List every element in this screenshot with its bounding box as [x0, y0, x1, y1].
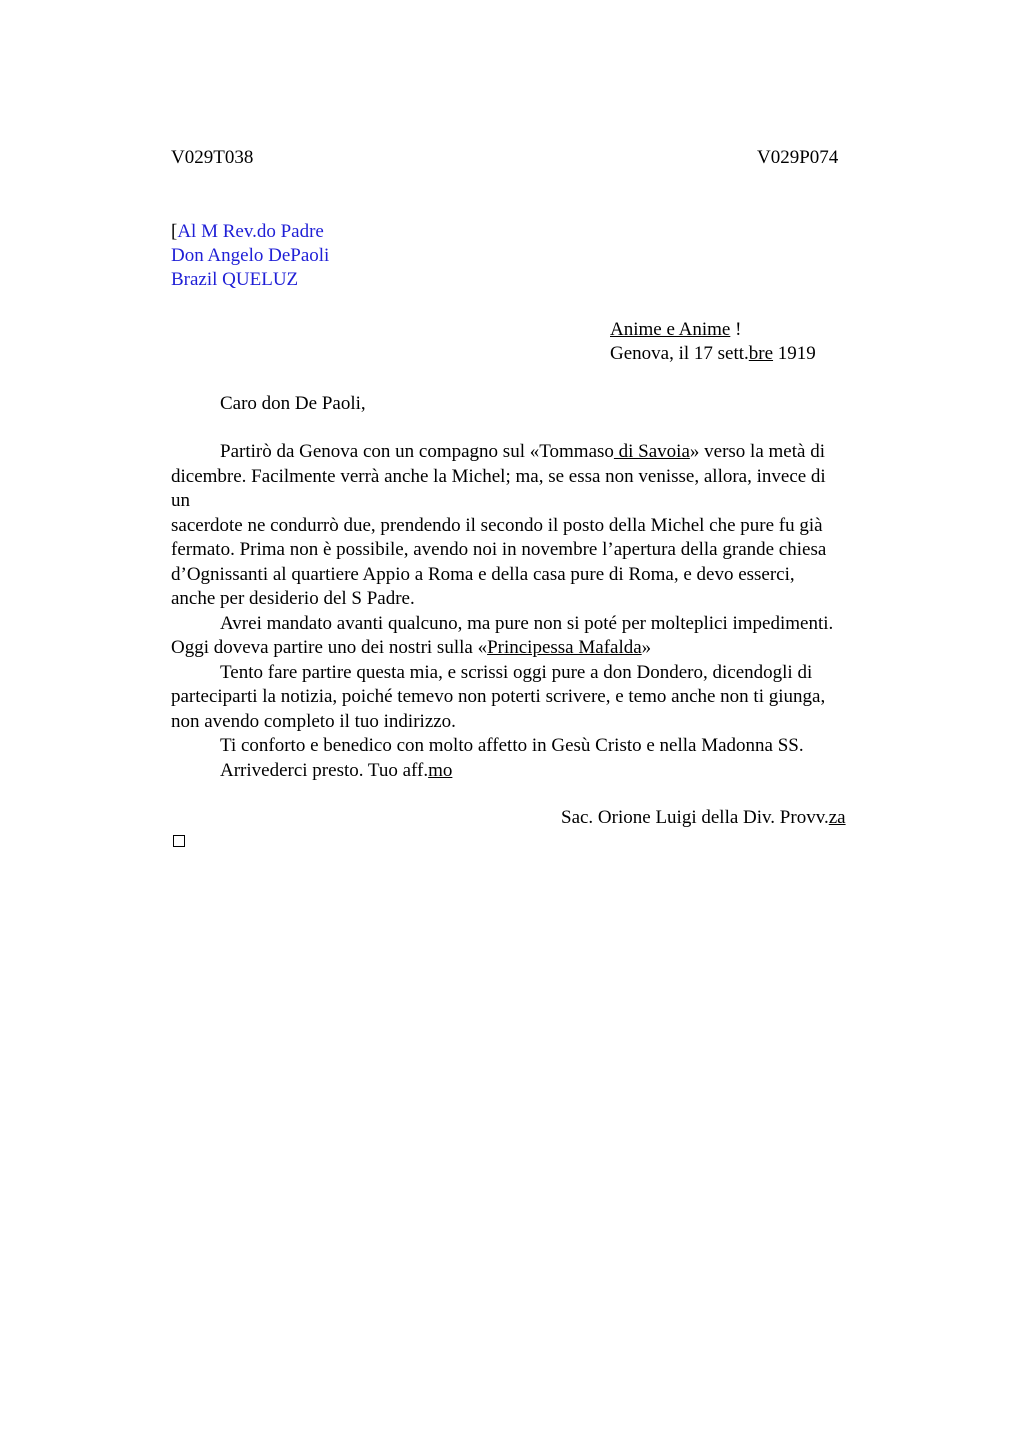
document-code-right: V029P074	[757, 147, 839, 168]
body-line: non avendo completo il tuo indirizzo.	[171, 710, 456, 732]
signature	[561, 806, 846, 830]
ship-name-mafalda: Principessa Mafalda	[487, 637, 642, 658]
body-line: anche per desiderio del S Padre.	[171, 588, 415, 609]
closing-text: Arrivederci presto. Tuo aff.	[220, 759, 429, 781]
signature-text: Sac. Orione Luigi della Div. Provv.	[561, 807, 829, 828]
date-month-abbrev: bre	[748, 343, 774, 364]
signature-abbrev: za	[828, 807, 846, 828]
motto-text: Anime e Anime	[610, 319, 731, 340]
closing-abbrev: mo	[428, 759, 453, 781]
date-prefix: Genova, il 17 sett.	[610, 343, 749, 364]
body-line: fermato. Prima non è possibile, avendo noi in novembre l’apertura della grande chiesa	[171, 539, 827, 560]
salutation: Caro don De Paoli,	[220, 393, 366, 414]
letter-body	[171, 440, 891, 783]
address-line-2: Don Angelo DePaoli	[171, 245, 330, 266]
body-line	[171, 636, 891, 661]
body-line: dicembre. Facilmente verrà anche la Michel; ma, se essa non venisse, allora, invece di	[171, 465, 826, 487]
body-line	[171, 440, 891, 465]
body-text: »	[641, 637, 652, 658]
address-bracket: [	[171, 221, 178, 242]
body-line: Tento fare partire questa mia, e scrissi oggi pure a don Dondero, dicendogli di	[220, 661, 813, 683]
date-line	[610, 342, 816, 366]
body-line: d’Ognissanti al quartiere Appio a Roma e della casa pure di Roma, e devo esserci,	[171, 563, 795, 585]
body-text: » verso la metà di	[689, 441, 825, 462]
body-line	[171, 759, 891, 784]
date-year: 1919	[773, 343, 816, 364]
address-block	[171, 220, 329, 292]
body-line: sacerdote ne condurrò due, prendendo il secondo il posto della Michel che pure fu già	[171, 514, 823, 536]
ship-name-savoia: di Savoia	[613, 441, 690, 462]
document-code-left: V029T038	[171, 147, 254, 168]
motto-line	[610, 318, 816, 342]
body-text: Oggi doveva partire uno dei nostri sulla «	[171, 637, 488, 658]
body-line: Avrei mandato avanti qualcuno, ma pure non si poté per molteplici impedimenti.	[220, 612, 834, 634]
address-recipient-title: Al M Rev.do Padre	[177, 221, 324, 242]
body-text: Partirò da Genova con un compagno sul «Tommaso	[220, 441, 614, 462]
dateline-block	[610, 318, 816, 366]
address-line-1	[171, 220, 329, 244]
body-line: un	[171, 490, 190, 511]
address-line-3: Brazil QUELUZ	[171, 269, 299, 290]
motto-suffix: !	[730, 319, 742, 340]
body-line: Ti conforto e benedico con molto affetto in Gesù Cristo e nella Madonna SS.	[220, 735, 804, 756]
checkbox-square	[173, 835, 185, 847]
body-line: parteciparti la notizia, poiché temevo non poterti scrivere, e temo anche non ti giunga,	[171, 686, 826, 707]
